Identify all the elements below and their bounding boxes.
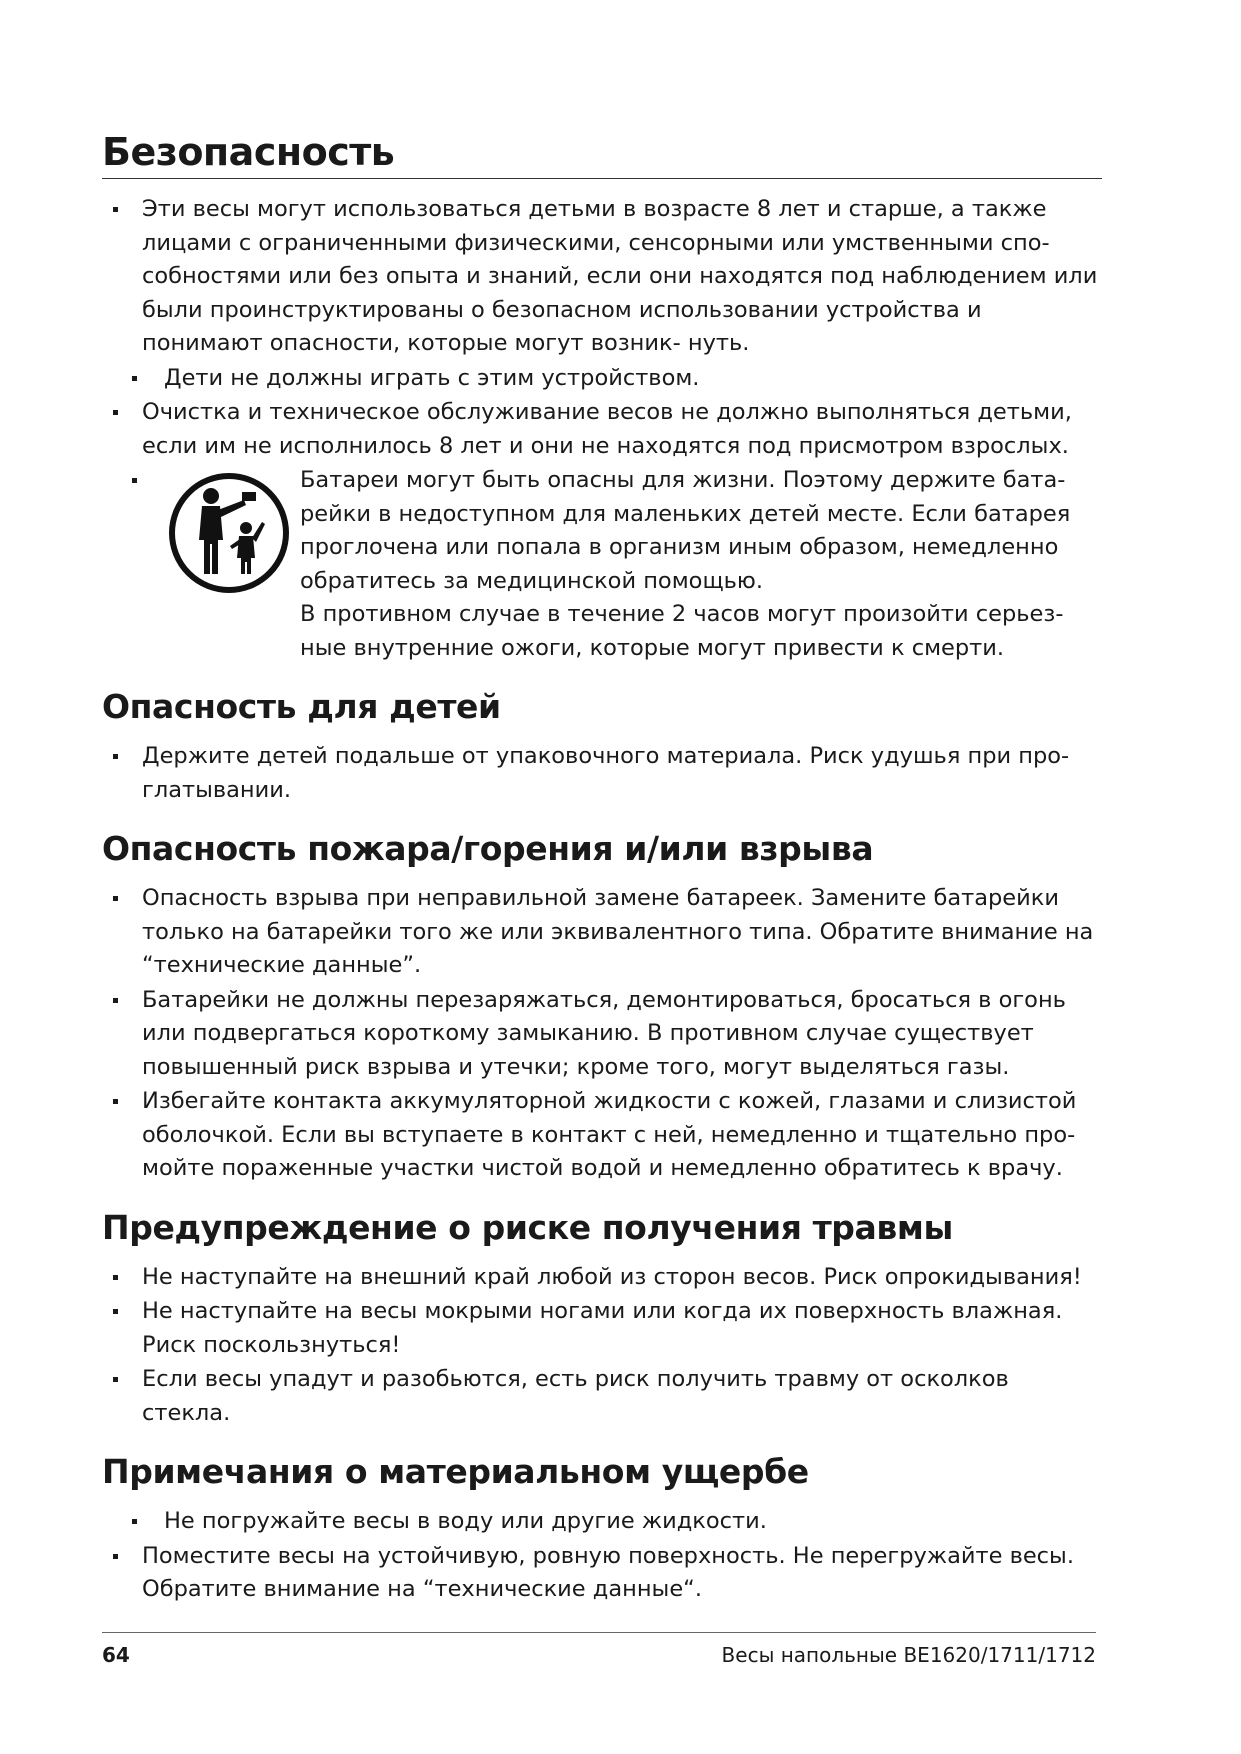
list-item-battery-warning [102,464,1102,665]
battery-warning-paragraph: В противном случае в течение 2 часов могут произойти серьез-ные внутренние ожоги, которые могут привести к смерти. [300,601,1064,661]
list-item: Избегайте контакта аккумуляторной жидкости с кожей, глазами и слизистой оболочкой. Если вы вступаете в контакт с ней, немедленно и тщательно про-мойте пораженные участки чистой водой и немедленно обратитесь к врачу. [102,1085,1102,1186]
section-title-fire: Опасность пожара/горения и/или взрыва [102,829,874,868]
battery-warning-paragraph: Батареи могут быть опасны для жизни. Поэтому держите бата-рейки в недоступном для маленьких детей месте. Если батарея проглочена или попала в организм иным образом, немедленно обратитесь за медицинской помощью. [300,467,1071,594]
list-item: Очистка и техническое обслуживание весов не должно выполняться детьми, если им не исполнилось 8 лет и они не находятся под присмотром взрослых. [102,396,1102,463]
list-item: Поместите весы на устойчивую, ровную поверхность. Не перегружайте весы. Обратите внимание на “технические данные“. [102,1540,1102,1607]
safety-list [102,193,1102,665]
keep-batteries-away-from-children-icon [166,470,292,596]
footer-divider [102,1632,1096,1633]
list-item: Батарейки не должны перезаряжаться, демонтироваться, бросаться в огонь или подвергаться короткому замыканию. В противном случае существует повышенный риск взрыва и утечки; кроме того, могут выделяться газы. [102,984,1102,1085]
list-item: Опасность взрыва при неправильной замене батареек. Замените батарейки только на батарейки того же или эквивалентного типа. Обратите внимание на “технические данные”. [102,882,1102,983]
section-title-children: Опасность для детей [102,687,501,726]
section-title-damage: Примечания о материальном ущербе [102,1452,809,1491]
damage-list [102,1505,1102,1607]
battery-warning-block [164,464,1102,665]
footer-title: Весы напольные BE1620/1711/1712 [721,1643,1096,1667]
children-list [102,740,1102,807]
list-item: Не наступайте на внешний край любой из сторон весов. Риск опрокидывания! [102,1261,1102,1295]
list-item: Дети не должны играть с этим устройством. [102,362,1102,396]
list-item: Эти весы могут использоваться детьми в возрасте 8 лет и старше, а также лицами с ограниченными физическими, сенсорными или умственными спо-собностями или без опыта и знаний, если они находятся под наблюдением или были проинструктированы о безопасном использовании устройства и понимают опасности, которые могут возник- нуть. [102,193,1102,361]
section-title-injury: Предупреждение о риске получения травмы [102,1207,953,1247]
fire-list [102,882,1102,1186]
section-title-safety: Безопасность [102,130,1102,179]
list-item: Не погружайте весы в воду или другие жидкости. [102,1505,1102,1539]
list-item: Не наступайте на весы мокрыми ногами или когда их поверхность влажная. Риск поскользнуться! [102,1295,1102,1362]
content [102,130,1102,1608]
page-number: 64 [102,1643,130,1667]
battery-warning-text [300,464,1102,665]
list-item: Если весы упадут и разобьются, есть риск получить травму от осколков стекла. [102,1363,1102,1430]
list-item: Держите детей подальше от упаковочного материала. Риск удушья при про-глатывании. [102,740,1102,807]
injury-list [102,1261,1102,1431]
